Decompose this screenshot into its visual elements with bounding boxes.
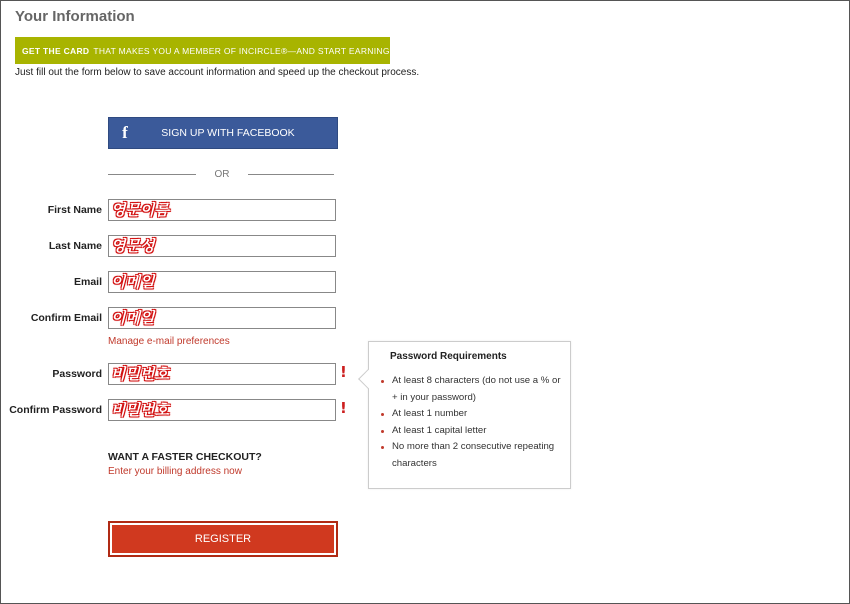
facebook-icon: f [122,123,128,142]
requirement-item: At least 1 number [380,406,566,423]
password-alert-icon: ! [340,363,347,381]
last-name-label: Last Name [48,240,102,252]
last-name-value: 영문성 [111,237,155,255]
confirm-email-value: 이메일 [111,309,155,327]
confirm-password-input[interactable] [108,399,336,421]
promo-bold-text: GET THE CARD [22,45,90,56]
password-requirements-title: Password Requirements [390,351,507,362]
requirement-item: At least 1 capital letter [380,423,566,440]
confirm-password-alert-icon: ! [340,399,347,417]
confirm-password-value: 비밀번호 [111,401,169,419]
promo-banner[interactable] [15,37,434,64]
intro-text: Just fill out the form below to save account information and speed up the checkout process. [15,67,420,78]
manage-email-preferences-link[interactable]: Manage e-mail preferences [108,336,230,347]
email-input[interactable] [108,271,336,293]
confirm-password-label: Confirm Password [9,404,102,416]
faster-checkout-title: WANT A FASTER CHECKOUT? [108,451,262,463]
email-label: Email [73,276,102,288]
facebook-signup-label: SIGN UP WITH FACEBOOK [161,127,295,139]
last-name-input[interactable] [108,235,336,257]
email-value: 이메일 [111,273,155,291]
billing-address-link[interactable]: Enter your billing address now [108,466,242,477]
password-requirements-list [380,373,566,472]
password-value: 비밀번호 [111,365,169,383]
page-title: Your Information [15,8,135,25]
divider-line [248,174,334,175]
password-requirements-tooltip [368,341,571,489]
requirement-item: No more than 2 consecutive repeating characters [380,439,566,472]
password-input[interactable] [108,363,336,385]
register-button[interactable]: REGISTER [108,521,338,557]
promo-text: THAT MAKES YOU A MEMBER OF INCIRCLE®—AND START EARNING POINTS [93,45,426,56]
facebook-signup-button[interactable] [108,117,338,149]
confirm-email-input[interactable] [108,307,336,329]
first-name-input[interactable] [108,199,336,221]
confirm-email-label: Confirm Email [30,312,102,324]
chevron-right-icon: ▸ [429,47,434,55]
password-label: Password [52,368,102,380]
first-name-value: 영문이름 [111,201,169,219]
requirement-item: At least 8 characters (do not use a % or + in your password) [380,373,566,406]
first-name-label: First Name [47,204,102,216]
or-divider [108,168,338,182]
or-label: OR [214,169,230,180]
